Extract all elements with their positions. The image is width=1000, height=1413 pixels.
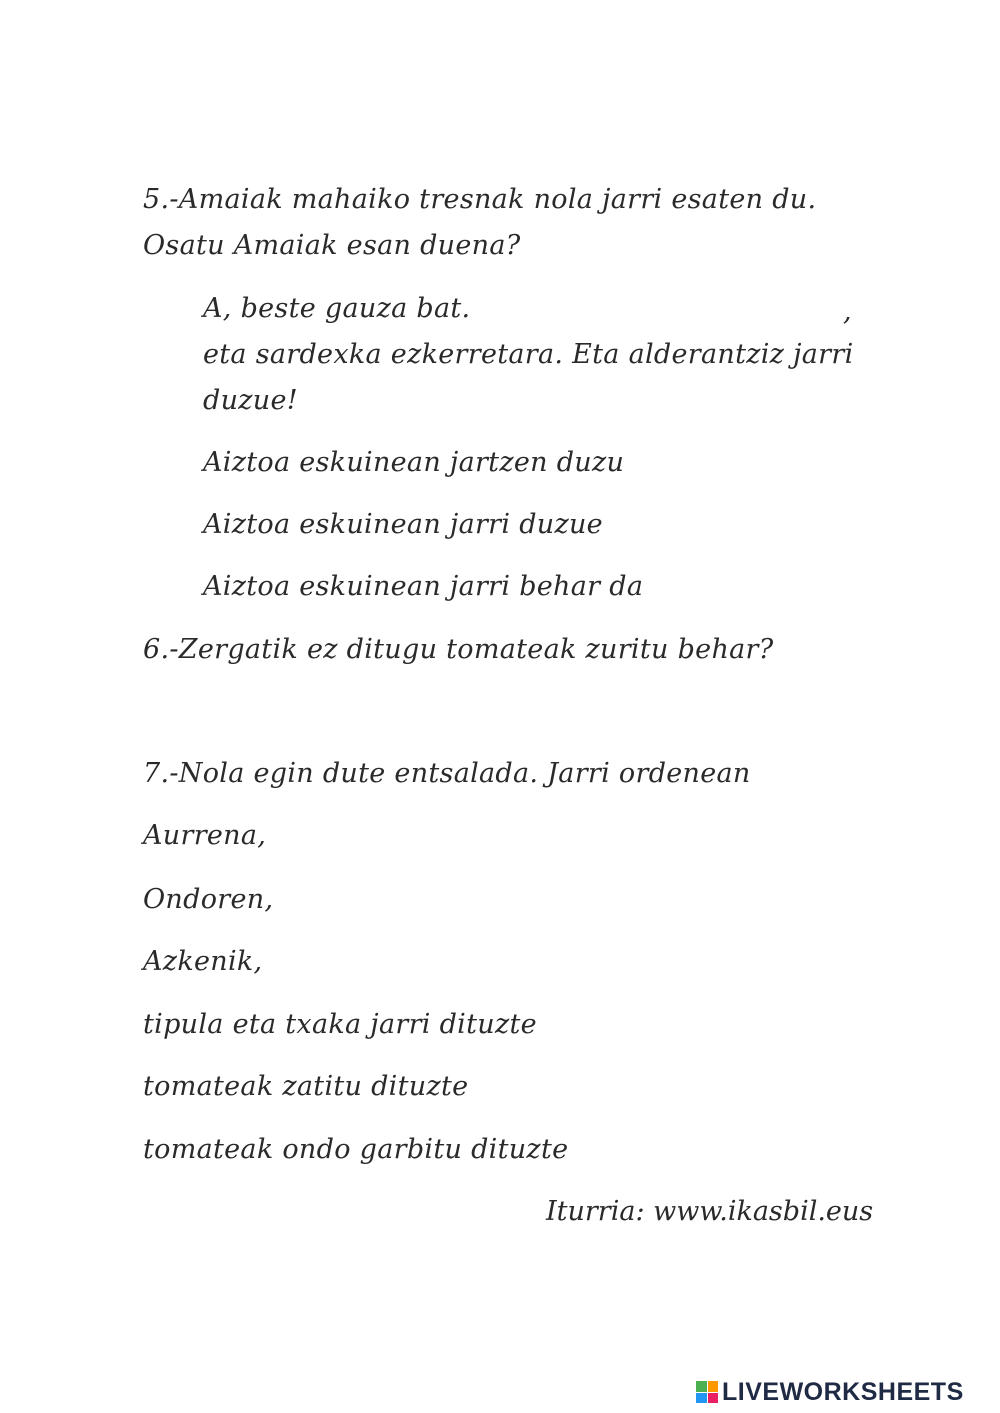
question-7-slot-last: Azkenik, xyxy=(143,946,263,977)
question-5-text-1: A, beste gauza bat. xyxy=(203,293,471,324)
question-7-option[interactable]: tomateak zatitu dituzte xyxy=(143,1071,469,1102)
question-5-text-2: eta sardexka ezkerretara. Eta alderantziz jarri xyxy=(203,339,854,370)
question-7-title: 7.-Nola egin dute entsalada. Jarri ordenean xyxy=(143,758,751,789)
brand-name: LIVEWORKSHEETS xyxy=(722,1377,964,1406)
question-5-option[interactable]: Aiztoa eskuinean jarri behar da xyxy=(203,571,644,602)
question-7-option[interactable]: tomateak ondo garbitu dituzte xyxy=(143,1134,569,1165)
liveworksheets-logo-icon xyxy=(696,1381,718,1403)
question-5-option[interactable]: Aiztoa eskuinean jartzen duzu xyxy=(203,447,625,478)
question-5-title: 5.-Amaiak mahaiko tresnak nola jarri esaten du. xyxy=(143,184,817,215)
question-5-text-3: duzue! xyxy=(203,385,298,416)
question-7-option[interactable]: tipula eta txaka jarri dituzte xyxy=(143,1009,537,1040)
question-5-blank-comma: , xyxy=(843,296,852,327)
question-7-slot-first: Aurrena, xyxy=(143,820,267,851)
source-credit: Iturria: www.ikasbil.eus xyxy=(546,1196,874,1227)
liveworksheets-brand xyxy=(696,1377,964,1407)
question-5-option[interactable]: Aiztoa eskuinean jarri duzue xyxy=(203,509,603,540)
question-6-title: 6.-Zergatik ez ditugu tomateak zuritu behar? xyxy=(143,634,774,665)
question-5-instruction: Osatu Amaiak esan duena? xyxy=(143,230,521,261)
question-7-slot-next: Ondoren, xyxy=(143,884,274,915)
